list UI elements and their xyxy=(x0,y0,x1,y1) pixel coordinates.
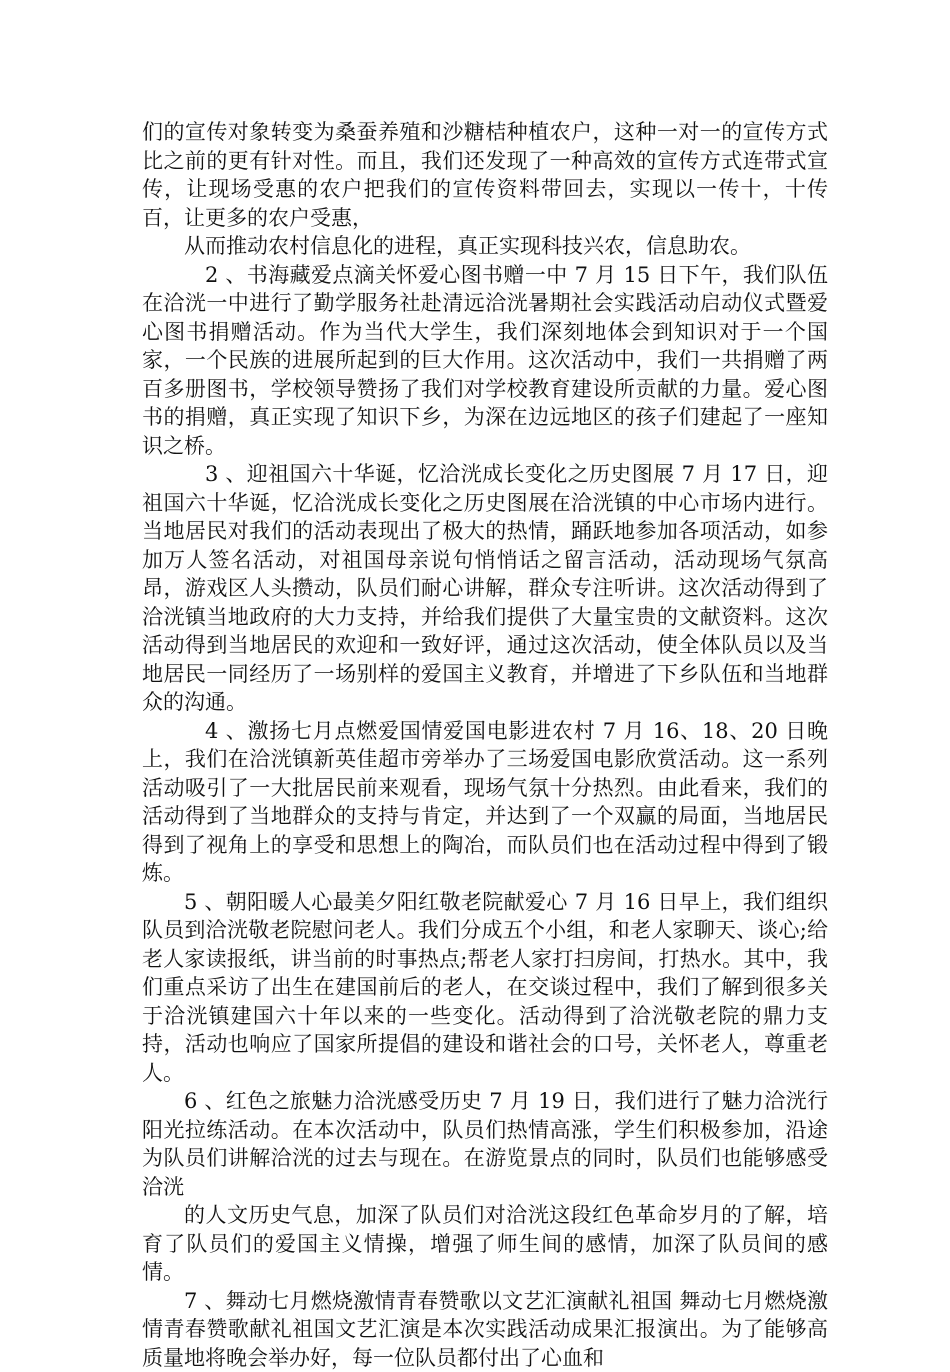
paragraph-item-5: 5 、朝阳暖人心最美夕阳红敬老院献爱心 7 月 16 日早上，我们组织队员到洽洸敬老院慰问老人。我们分成五个小组，和老人家聊天、谈心;给老人家读报纸，讲当前的时事热点;帮老人家打扫房间，打热水。其中，我们重点采访了出生在建国前后的老人，在交谈过程中，我们了解到很多关于洽洸镇建国六十年以来的一些变化。活动得到了洽洸敬老院的鼎力支持，活动也响应了国家所提倡的建设和谐社会的口号，关怀老人，尊重老人。 xyxy=(142,888,828,1088)
document-body xyxy=(142,118,828,1372)
paragraph-item-7: 7 、舞动七月燃烧激情青春赞歌以文艺汇演献礼祖国 舞动七月燃烧激情青春赞歌献礼祖国文艺汇演是本次实践活动成果汇报演出。为了能够高质量地将晚会举办好，每一位队员都付出了心血和 xyxy=(142,1287,828,1372)
paragraph-item-2: 2 、书海藏爱点滴关怀爱心图书赠一中 7 月 15 日下午，我们队伍在洽洸一中进行了勤学服务社赴清远洽洸暑期社会实践活动启动仪式暨爱心图书捐赠活动。作为当代大学生，我们深刻地体会到知识对于一个国家，一个民族的进展所起到的巨大作用。这次活动中，我们一共捐赠了两百多册图书，学校领导赞扬了我们对学校教育建设所贡献的力量。爱心图书的捐赠，真正实现了知识下乡，为深在边远地区的孩子们建起了一座知识之桥。 xyxy=(142,261,828,461)
paragraph-item-6-continuation: 的人文历史气息，加深了队员们对洽洸这段红色革命岁月的了解，培育了队员们的爱国主义情操，增强了师生间的感情，加深了队员间的感情。 xyxy=(142,1201,828,1287)
paragraph-item-3: 3 、迎祖国六十华诞，忆洽洸成长变化之历史图展 7 月 17 日，迎祖国六十华诞，忆洽洸成长变化之历史图展在洽洸镇的中心市场内进行。当地居民对我们的活动表现出了极大的热情，踊跃地参加各项活动，如参加万人签名活动，对祖国母亲说句悄悄话之留言活动，活动现场气氛高昂，游戏区人头攒动，队员们耐心讲解，群众专注听讲。这次活动得到了洽洸镇当地政府的大力支持，并给我们提供了大量宝贵的文献资料。这次活动得到当地居民的欢迎和一致好评，通过这次活动，使全体队员以及当地居民一同经历了一场别样的爱国主义教育，并增进了下乡队伍和当地群众的沟通。 xyxy=(142,460,828,717)
paragraph-continuation-closing: 从而推动农村信息化的进程，真正实现科技兴农，信息助农。 xyxy=(142,232,828,261)
paragraph-item-4: 4 、激扬七月点燃爱国情爱国电影进农村 7 月 16、18、20 日晚上，我们在洽洸镇新英佳超市旁举办了三场爱国电影欣赏活动。这一系列活动吸引了一大批居民前来观看，现场气氛十分热烈。由此看来，我们的活动得到了当地群众的支持与肯定，并达到了一个双赢的局面，当地居民得到了视角上的享受和思想上的陶冶，而队员们也在活动过程中得到了锻炼。 xyxy=(142,717,828,888)
paragraph-continuation: 们的宣传对象转变为桑蚕养殖和沙糖桔种植农户，这种一对一的宣传方式比之前的更有针对性。而且，我们还发现了一种高效的宣传方式连带式宣传，让现场受惠的农户把我们的宣传资料带回去，实现以一传十，十传百，让更多的农户受惠， xyxy=(142,118,828,232)
paragraph-item-6: 6 、红色之旅魅力洽洸感受历史 7 月 19 日，我们进行了魅力洽洸行阳光拉练活动。在本次活动中，队员们热情高涨，学生们积极参加，沿途为队员们讲解洽洸的过去与现在。在游览景点的同时，队员们也能够感受洽洸 xyxy=(142,1087,828,1201)
